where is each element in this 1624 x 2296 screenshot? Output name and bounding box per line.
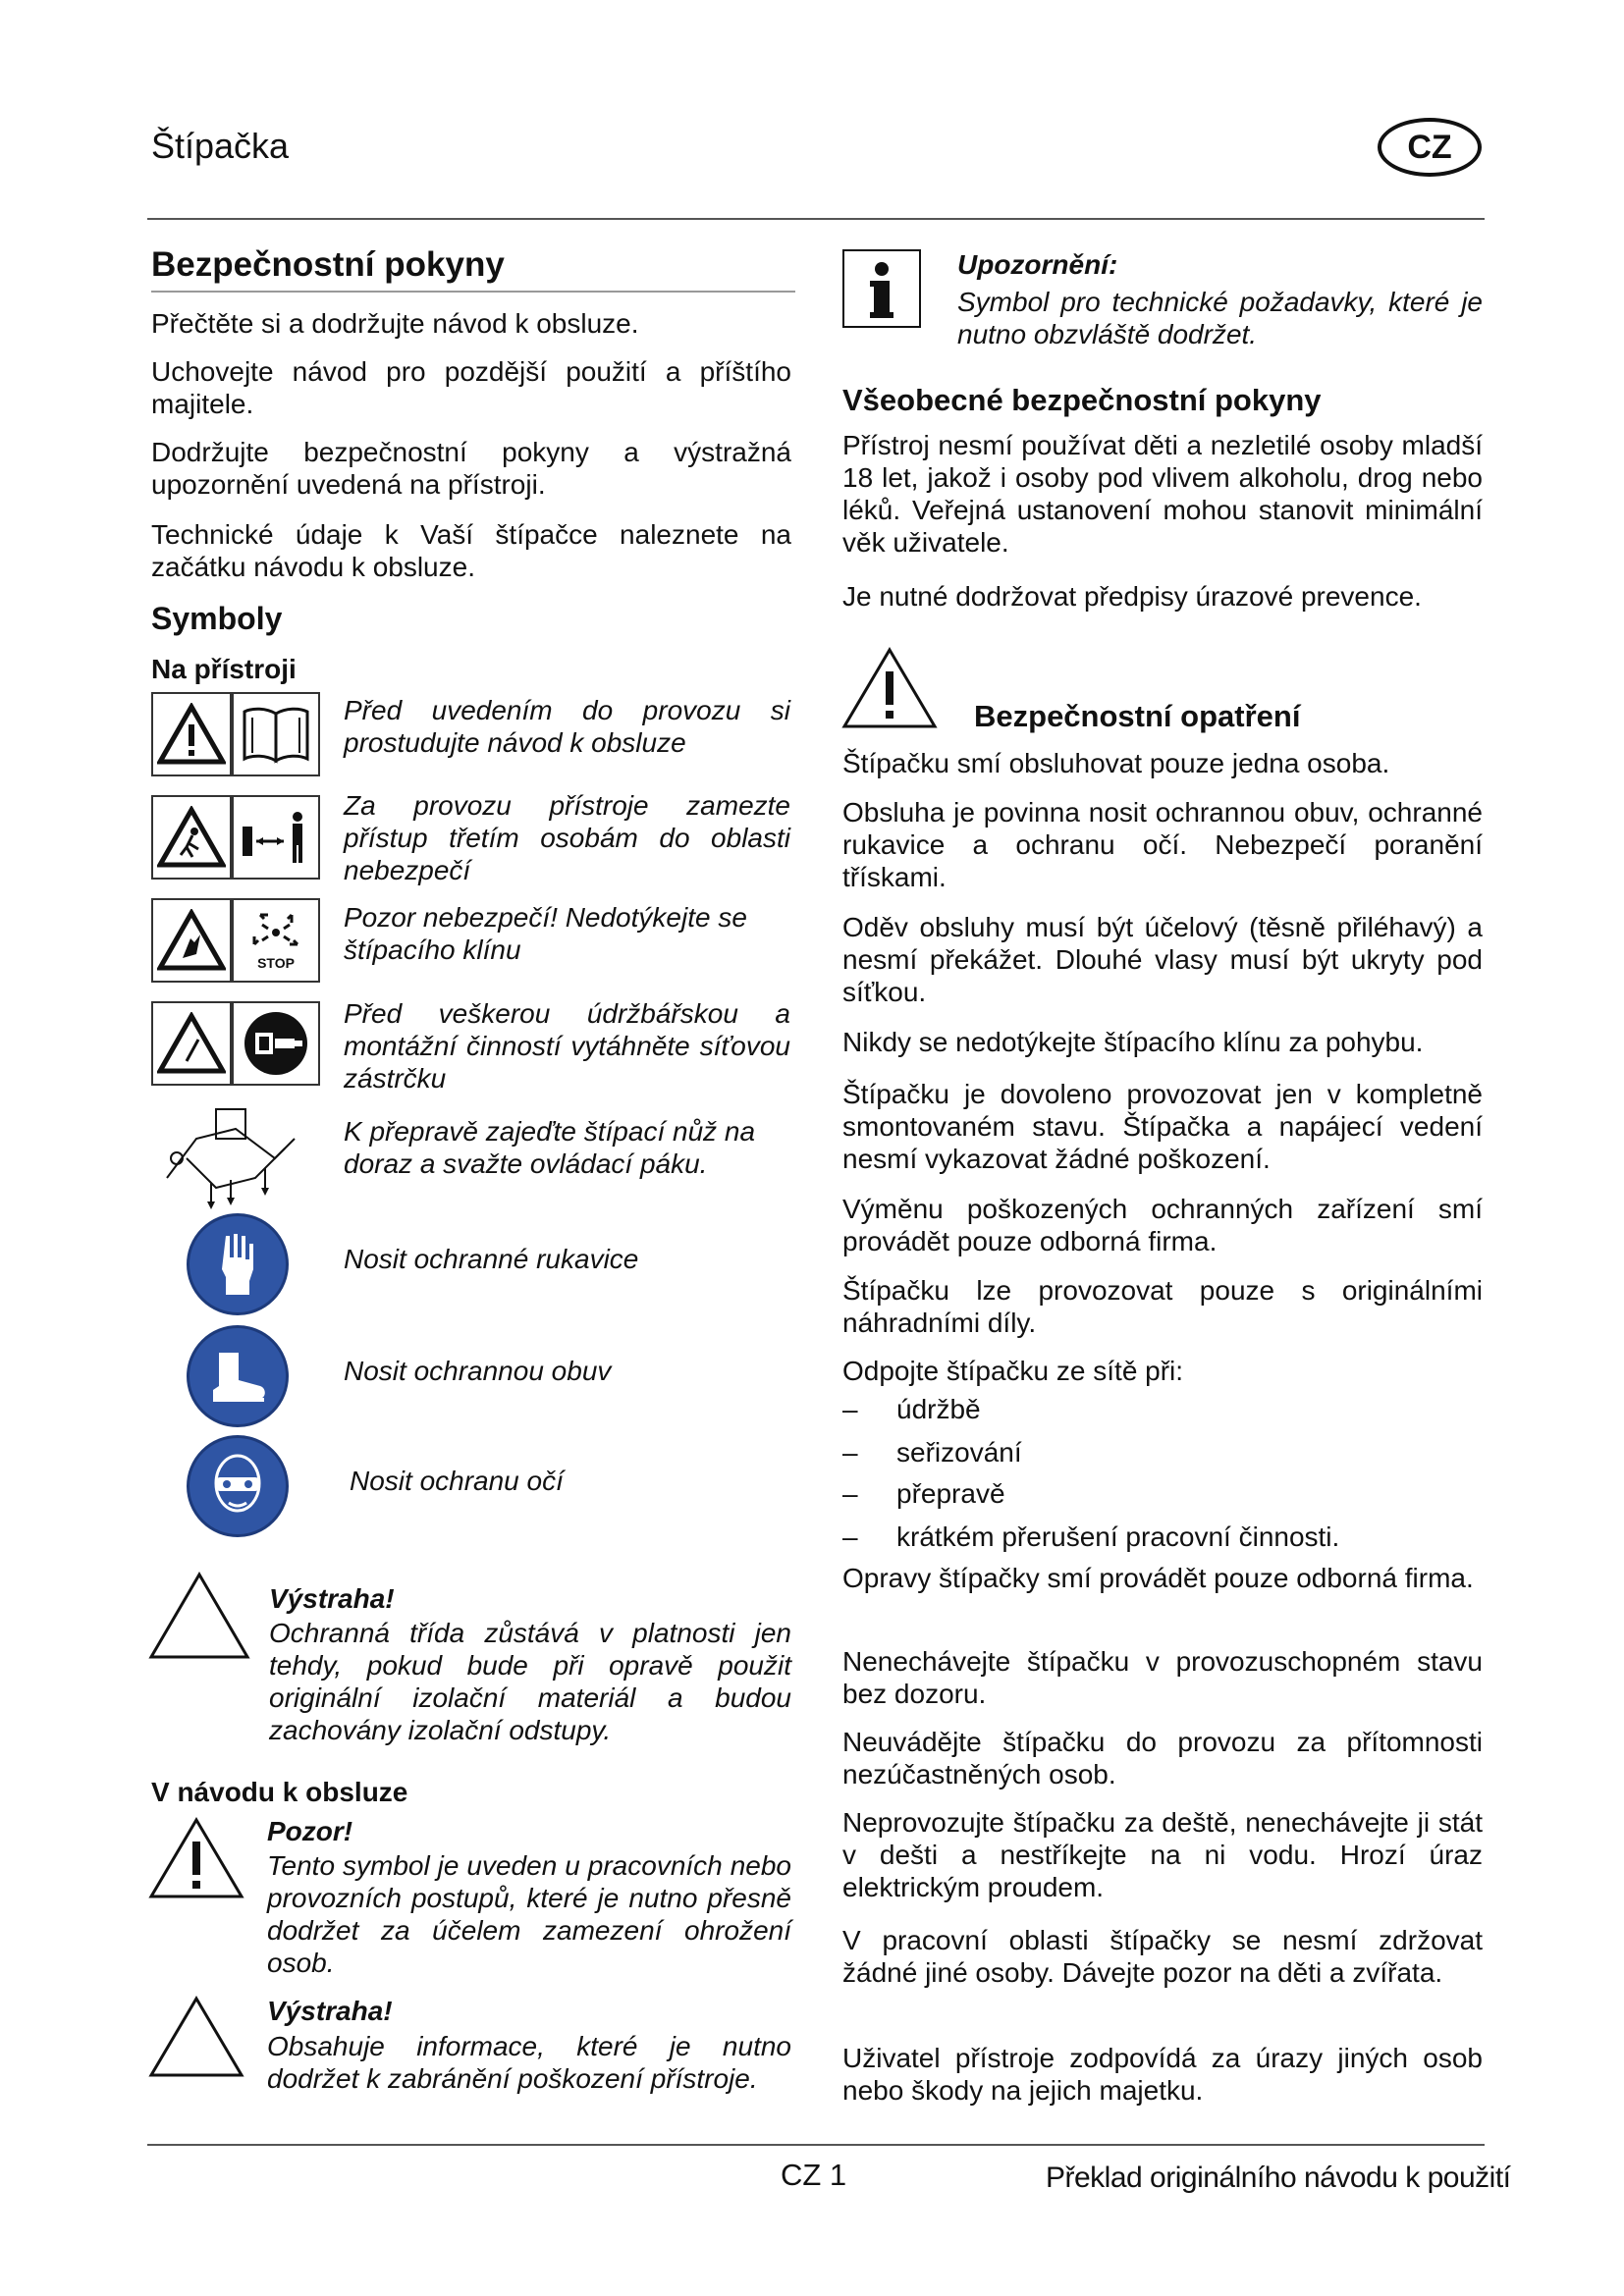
notice-text: Symbol pro technické požadavky, které je nutno obzvláště dodržet. — [957, 287, 1483, 349]
general-para-2: Je nutné dodržovat předpisy úrazové prevence. — [842, 581, 1422, 612]
measure-para-14: Uživatel přístroje zodpovídá za úrazy jiných osob nebo škody na jejich majetku. — [842, 2043, 1483, 2106]
warning1-text: Ochranná třída zůstává v platnosti jen tehdy, pokud bude při opravě použit originální izolační materiál a budou zachovány izolační odstupy. — [269, 1618, 791, 1745]
caution-title: Pozor! — [267, 1816, 353, 1846]
notice-title: Upozornění: — [957, 249, 1118, 280]
measure-para-7: Štípačku lze provozovat pouze s originálními náhradními díly. — [842, 1275, 1483, 1338]
book-icon — [232, 692, 320, 776]
language-badge: CZ — [1378, 118, 1482, 177]
measure-para-12: Neprovozujte štípačku za deště, nenechávejte ji stát v dešti a nestříkejte na ni vodu. Hrozí úraz elektrickým proudem. — [842, 1807, 1483, 1902]
list-item: – údržbě — [842, 1394, 981, 1424]
measures-heading: Bezpečnostní opatření — [974, 699, 1301, 733]
danger-person-icon — [151, 795, 232, 880]
manual-heading: V návodu k obsluze — [151, 1777, 408, 1807]
intro-para-2: Uchovejte návod pro pozdější použití a příštího majitele. — [151, 356, 791, 419]
measure-para-2: Obsluha je povinna nosit ochrannou obuv, ochranné rukavice a ochranu očí. Nebezpečí poranění třískami. — [842, 797, 1483, 892]
symbol-text-6: Nosit ochranné rukavice — [344, 1244, 639, 1274]
measure-para-5: Štípačku je dovoleno provozovat jen v kompletně smontovaném stavu. Štípačka a napájecí vedení nesmí vykazovat žádné poškození. — [842, 1079, 1483, 1174]
heading-underline — [151, 291, 795, 293]
stop-label: STOP — [257, 955, 295, 971]
measure-para-6: Výměnu poškozených ochranných zařízení smí provádět pouze odborná firma. — [842, 1194, 1483, 1256]
measure-para-10: Nenechávejte štípačku v provozuschopném stavu bez dozoru. — [842, 1646, 1483, 1709]
measure-para-9: Opravy štípačky smí provádět pouze odborná firma. — [842, 1563, 1474, 1593]
stop-rotation-icon — [232, 898, 320, 983]
symbol-text-2: Za provozu přístroje zamezte přístup třetím osobám do oblasti nebezpečí — [344, 790, 790, 885]
header-divider — [147, 218, 1485, 220]
caution-icon — [147, 1816, 245, 1905]
measure-para-3: Oděv obsluhy musí být účelový (těsně přiléhavý) a nesmí překážet. Dlouhé vlasy musí být ukryty pod síťkou. — [842, 912, 1483, 1007]
measure-para-13: V pracovní oblasti štípačky se nesmí zdržovat žádné jiné osoby. Dávejte pozor na děti a zvířata. — [842, 1925, 1483, 1988]
list-item: – seřizování — [842, 1437, 1022, 1468]
symbol-text-5: K přepravě zajeďte štípací nůž na doraz a svažte ovládací páku. — [344, 1116, 756, 1179]
boots-icon — [187, 1325, 289, 1427]
caution-text: Tento symbol je uveden u pracovních nebo provozních postupů, které je nutno přesně dodržet za účelem zamezení ohrožení osob. — [267, 1850, 791, 1978]
list-item: – krátkém přerušení pracovní činnosti. — [842, 1522, 1340, 1552]
warning2-text: Obsahuje informace, které je nutno dodržet k zabránění poškození přístroje. — [267, 2031, 791, 2094]
plug-icon — [232, 1001, 320, 1086]
page-number: CZ 1 — [781, 2158, 847, 2192]
tool-warning-icon — [151, 1001, 232, 1086]
symbol-text-3: Pozor nebezpečí! Nedotýkejte se štípacího klínu — [344, 902, 747, 965]
warning1-title: Výstraha! — [269, 1583, 395, 1614]
symbol-text-4: Před veškerou údržbářskou a montážní činností vytáhněte síťovou zástrčku — [344, 998, 790, 1094]
symbol-read-manual — [151, 692, 320, 776]
gloves-icon — [187, 1213, 289, 1315]
list-item: – přepravě — [842, 1478, 1005, 1509]
warning-triangle-icon — [151, 692, 232, 776]
distance-person-icon — [232, 795, 320, 880]
transport-lever-icon — [157, 1099, 304, 1217]
intro-para-3: Dodržujte bezpečnostní pokyny a výstražná upozornění uvedená na přístroji. — [151, 437, 791, 500]
footer-note: Překlad originálního návodu k použití — [1046, 2162, 1511, 2194]
measure-para-1: Štípačku smí obsluhovat pouze jedna osoba. — [842, 748, 1390, 778]
symbols-heading: Symboly — [151, 601, 283, 636]
symbol-danger-wedge — [151, 898, 320, 983]
symbol-unplug — [151, 1001, 320, 1086]
eye-protection-icon — [187, 1435, 289, 1537]
on-device-heading: Na přístroji — [151, 654, 297, 684]
page-title: Štípačka — [151, 126, 290, 166]
safety-heading: Bezpečnostní pokyny — [151, 245, 505, 284]
measures-warning-icon — [840, 646, 939, 735]
symbol-text-7: Nosit ochrannou obuv — [344, 1356, 612, 1386]
general-safety-heading: Všeobecné bezpečnostní pokyny — [842, 383, 1322, 417]
symbol-text-8: Nosit ochranu očí — [350, 1466, 564, 1496]
footer-divider — [147, 2144, 1485, 2146]
measure-para-8: Odpojte štípačku ze sítě při: — [842, 1356, 1184, 1386]
intro-para-1: Přečtěte si a dodržujte návod k obsluze. — [151, 308, 639, 339]
symbol-text-1: Před uvedením do provozu si prostudujte návod k obsluze — [344, 695, 790, 758]
intro-para-4: Technické údaje k Vaší štípačce naleznete na začátku návodu k obsluze. — [151, 519, 791, 582]
hand-hazard-icon — [151, 898, 232, 983]
measure-para-4: Nikdy se nedotýkejte štípacího klínu za pohybu. — [842, 1027, 1424, 1057]
measure-para-11: Neuvádějte štípačku do provozu za přítomnosti nezúčastněných osob. — [842, 1727, 1483, 1789]
warning-triangle-outline-icon-2 — [147, 1995, 245, 2084]
warning2-title: Výstraha! — [267, 1996, 393, 2026]
warning-triangle-outline-icon — [147, 1571, 251, 1666]
symbol-keep-distance — [151, 795, 320, 880]
general-para-1: Přístroj nesmí používat děti a nezletilé osoby mladší 18 let, jakož i osoby pod vlivem alkoholu, drog nebo léků. Veřejná ustanovení mohou stanovit minimální věk uživatele. — [842, 430, 1483, 558]
info-icon — [842, 249, 921, 328]
